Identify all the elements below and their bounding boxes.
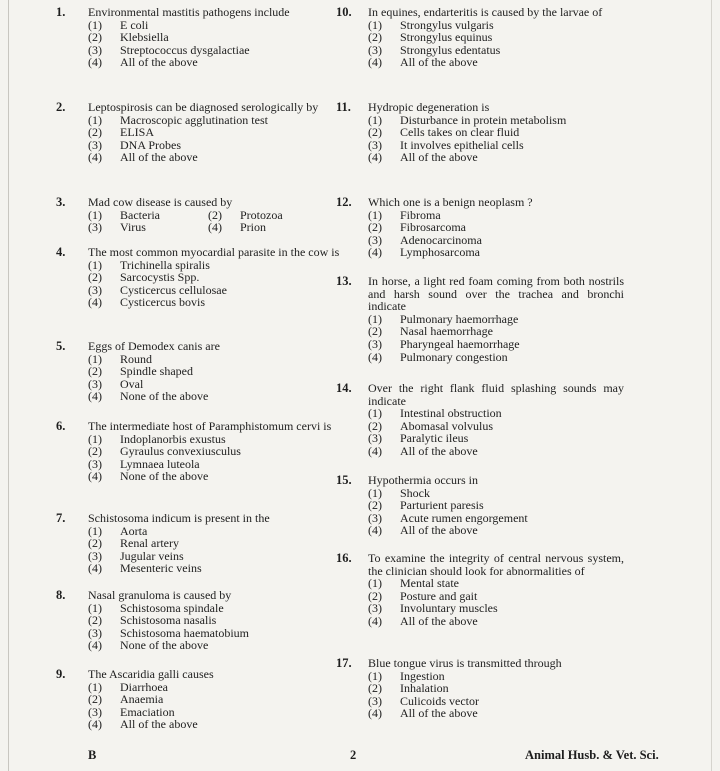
question-11 xyxy=(336,100,624,165)
option-text: Klebsiella xyxy=(120,30,169,45)
option-number: (4) xyxy=(368,523,382,538)
option-text: All of the above xyxy=(120,150,198,165)
question-16 xyxy=(336,551,624,628)
option-text: Pulmonary haemorrhage xyxy=(400,311,519,326)
option-4 xyxy=(368,151,624,164)
option-text: Indoplanorbis exustus xyxy=(120,431,226,446)
option-number: (2) xyxy=(368,324,382,339)
option-text: All of the above xyxy=(400,523,478,538)
question-number: 3. xyxy=(56,195,66,209)
option-number: (4) xyxy=(368,443,382,458)
option-number: (1) xyxy=(368,485,382,500)
option-number: (3) xyxy=(368,601,382,616)
option-number: (1) xyxy=(368,207,382,222)
question-14 xyxy=(336,381,624,458)
option-1 xyxy=(88,209,208,222)
question-text: In equines, endarteritis is caused by the larvae of xyxy=(368,5,603,19)
option-number: (1) xyxy=(88,257,102,272)
option-number: (1) xyxy=(88,351,102,366)
option-text: Strongylus edentatus xyxy=(400,42,501,57)
option-2 xyxy=(88,31,346,44)
option-4 xyxy=(368,351,624,364)
options-list xyxy=(368,209,624,259)
option-text: All of the above xyxy=(400,613,478,628)
option-number: (3) xyxy=(368,137,382,152)
question-text: Leptospirosis can be diagnosed serologically by xyxy=(88,100,319,114)
right-margin-line xyxy=(711,0,712,771)
question-number: 9. xyxy=(56,667,66,681)
option-1 xyxy=(368,577,624,590)
question-1 xyxy=(56,5,346,70)
option-4 xyxy=(88,296,346,309)
option-text: Protozoa xyxy=(240,207,283,222)
option-text: All of the above xyxy=(120,55,198,70)
question-number: 14. xyxy=(336,381,352,395)
option-4 xyxy=(368,246,624,259)
option-2 xyxy=(208,209,346,222)
option-number: (2) xyxy=(88,692,102,707)
option-number: (2) xyxy=(368,220,382,235)
option-number: (3) xyxy=(88,220,102,235)
option-number: (4) xyxy=(368,706,382,721)
option-number: (4) xyxy=(88,469,102,484)
option-text: Oval xyxy=(120,376,144,391)
option-text: Mental state xyxy=(400,576,459,591)
option-number: (3) xyxy=(368,693,382,708)
option-number: (3) xyxy=(88,42,102,57)
option-number: (2) xyxy=(368,498,382,513)
question-number: 4. xyxy=(56,245,66,259)
option-number: (3) xyxy=(88,625,102,640)
option-text: Paralytic ileus xyxy=(400,431,469,446)
option-number: (2) xyxy=(88,364,102,379)
question-text: Eggs of Demodex canis are xyxy=(88,339,220,353)
question-text: Hypothermia occurs in xyxy=(368,473,478,487)
options-list xyxy=(88,681,346,731)
question-4 xyxy=(56,245,346,310)
option-text: Fibroma xyxy=(400,207,441,222)
question-5 xyxy=(56,339,346,404)
option-number: (4) xyxy=(208,220,222,235)
option-4 xyxy=(368,445,624,458)
option-text: Strongylus equinus xyxy=(400,30,493,45)
option-2 xyxy=(88,365,346,378)
options-list xyxy=(88,114,346,164)
option-text: Mesenteric veins xyxy=(120,561,202,576)
option-number: (2) xyxy=(88,270,102,285)
question-3 xyxy=(56,195,346,235)
option-number: (1) xyxy=(368,576,382,591)
option-number: (4) xyxy=(88,717,102,732)
option-number: (2) xyxy=(208,207,222,222)
options-list xyxy=(88,433,346,483)
options-list xyxy=(368,407,624,457)
option-text: Abomasal volvulus xyxy=(400,418,493,433)
option-text: Virus xyxy=(120,220,146,235)
question-number: 16. xyxy=(336,551,352,565)
option-number: (1) xyxy=(368,17,382,32)
option-number: (1) xyxy=(368,112,382,127)
option-number: (2) xyxy=(368,588,382,603)
options-list xyxy=(88,602,346,652)
option-text: Prion xyxy=(240,220,267,235)
question-text: The most common myocardial parasite in the cow is xyxy=(88,245,340,259)
options-list xyxy=(88,209,346,234)
option-text: Streptococcus dysgalactiae xyxy=(120,42,250,57)
option-text: Cells takes on clear fluid xyxy=(400,125,520,140)
question-number: 7. xyxy=(56,511,66,525)
option-number: (4) xyxy=(88,295,102,310)
option-number: (4) xyxy=(368,613,382,628)
option-text: Anaemia xyxy=(120,692,164,707)
options-list xyxy=(88,353,346,403)
options-list xyxy=(88,19,346,69)
option-number: (4) xyxy=(88,561,102,576)
question-9 xyxy=(56,667,346,732)
question-15 xyxy=(336,473,624,538)
option-number: (4) xyxy=(88,638,102,653)
option-number: (1) xyxy=(88,679,102,694)
option-text: Adenocarcinoma xyxy=(400,232,482,247)
question-2 xyxy=(56,100,346,165)
question-text: The intermediate host of Paramphistomum cervi is xyxy=(88,419,332,433)
option-number: (3) xyxy=(368,42,382,57)
question-text: Nasal granuloma is caused by xyxy=(88,588,232,602)
option-number: (4) xyxy=(368,55,382,70)
question-text: Over the right flank fluid splashing sounds may indicate xyxy=(368,381,624,408)
left-margin-line xyxy=(8,0,9,771)
option-text: All of the above xyxy=(400,55,478,70)
option-4 xyxy=(88,390,346,403)
option-number: (3) xyxy=(88,282,102,297)
option-text: All of the above xyxy=(400,706,478,721)
option-number: (2) xyxy=(368,125,382,140)
option-text: Sarcocystis Spp. xyxy=(120,270,200,285)
question-number: 2. xyxy=(56,100,66,114)
option-text: All of the above xyxy=(400,443,478,458)
option-number: (4) xyxy=(88,55,102,70)
option-number: (4) xyxy=(368,245,382,260)
question-text: Mad cow disease is caused by xyxy=(88,195,233,209)
option-text: Gyraulus convexiusculus xyxy=(120,444,241,459)
option-number: (3) xyxy=(88,704,102,719)
options-list xyxy=(368,577,624,627)
option-text: None of the above xyxy=(120,638,209,653)
question-number: 15. xyxy=(336,473,352,487)
option-text: It involves epithelial cells xyxy=(400,137,524,152)
option-number: (1) xyxy=(88,523,102,538)
option-number: (1) xyxy=(368,668,382,683)
option-number: (3) xyxy=(368,431,382,446)
option-number: (2) xyxy=(88,444,102,459)
option-number: (3) xyxy=(88,376,102,391)
option-number: (1) xyxy=(88,431,102,446)
question-number: 1. xyxy=(56,5,66,19)
question-text: Environmental mastitis pathogens include xyxy=(88,5,290,19)
option-text: Cysticercus bovis xyxy=(120,295,205,310)
option-number: (4) xyxy=(368,150,382,165)
option-text: None of the above xyxy=(120,389,209,404)
option-3 xyxy=(88,221,208,234)
option-2 xyxy=(368,126,624,139)
option-4 xyxy=(88,639,346,652)
question-number: 6. xyxy=(56,419,66,433)
option-text: Renal artery xyxy=(120,536,179,551)
option-4 xyxy=(368,707,624,720)
option-text: Involuntary muscles xyxy=(400,601,498,616)
option-number: (1) xyxy=(88,207,102,222)
option-text: Intestinal obstruction xyxy=(400,406,502,421)
option-4 xyxy=(368,56,624,69)
option-text: Jugular veins xyxy=(120,548,184,563)
option-number: (2) xyxy=(88,536,102,551)
option-text: Diarrhoea xyxy=(120,679,168,694)
question-8 xyxy=(56,588,346,653)
option-text: All of the above xyxy=(120,717,198,732)
question-text: Hydropic degeneration is xyxy=(368,100,490,114)
option-4 xyxy=(368,615,624,628)
option-4 xyxy=(88,151,346,164)
option-number: (3) xyxy=(88,456,102,471)
option-text: Round xyxy=(120,351,153,366)
option-4 xyxy=(368,524,624,537)
question-6 xyxy=(56,419,346,484)
option-number: (3) xyxy=(368,336,382,351)
option-1 xyxy=(368,407,624,420)
option-2 xyxy=(88,445,346,458)
option-2 xyxy=(88,537,346,550)
option-4 xyxy=(208,221,346,234)
question-text: In horse, a light red foam coming from both nostrils and harsh sound over the trachea and bronchi indicate xyxy=(368,274,624,314)
question-number: 17. xyxy=(336,656,352,670)
option-number: (4) xyxy=(88,150,102,165)
option-text: Strongylus vulgaris xyxy=(400,17,494,32)
option-number: (3) xyxy=(88,137,102,152)
option-text: E coli xyxy=(120,17,149,32)
option-3 xyxy=(368,338,624,351)
option-number: (2) xyxy=(368,418,382,433)
option-number: (4) xyxy=(368,349,382,364)
option-number: (3) xyxy=(368,510,382,525)
option-2 xyxy=(88,693,346,706)
option-text: Aorta xyxy=(120,523,148,538)
option-number: (2) xyxy=(368,30,382,45)
question-number: 5. xyxy=(56,339,66,353)
option-2 xyxy=(368,682,624,695)
option-2 xyxy=(88,271,346,284)
question-number: 10. xyxy=(336,5,352,19)
options-list xyxy=(368,114,624,164)
option-text: Acute rumen engorgement xyxy=(400,510,528,525)
question-10 xyxy=(336,5,624,70)
option-text: Pulmonary congestion xyxy=(400,349,508,364)
options-list xyxy=(368,670,624,720)
option-2 xyxy=(368,31,624,44)
option-text: All of the above xyxy=(400,150,478,165)
option-text: Pharyngeal haemorrhage xyxy=(400,336,520,351)
option-number: (1) xyxy=(368,311,382,326)
option-text: Cysticercus cellulosae xyxy=(120,282,227,297)
option-number: (2) xyxy=(88,613,102,628)
option-text: Inhalation xyxy=(400,681,449,696)
option-text: Culicoids vector xyxy=(400,693,479,708)
booklet-code: B xyxy=(88,748,97,762)
option-number: (1) xyxy=(88,112,102,127)
option-text: Lymphosarcoma xyxy=(400,245,480,260)
option-text: ELISA xyxy=(120,125,154,140)
option-2 xyxy=(368,499,624,512)
option-number: (2) xyxy=(88,30,102,45)
option-number: (1) xyxy=(368,406,382,421)
option-text: Shock xyxy=(400,485,430,500)
question-17 xyxy=(336,656,624,721)
option-text: DNA Probes xyxy=(120,137,182,152)
options-list xyxy=(88,525,346,575)
option-text: Parturient paresis xyxy=(400,498,484,513)
option-text: Trichinella spiralis xyxy=(120,257,210,272)
option-number: (4) xyxy=(88,389,102,404)
option-number: (3) xyxy=(88,548,102,563)
option-text: Ingestion xyxy=(400,668,445,683)
option-number: (2) xyxy=(368,681,382,696)
question-number: 13. xyxy=(336,274,352,288)
question-text: To examine the integrity of central nervous system, the clinician should look for abnormalities of xyxy=(368,551,624,578)
option-4 xyxy=(88,562,346,575)
options-list xyxy=(368,19,624,69)
option-text: Spindle shaped xyxy=(120,364,193,379)
option-text: Schistosoma nasalis xyxy=(120,613,217,628)
option-4 xyxy=(88,470,346,483)
option-text: Posture and gait xyxy=(400,588,478,603)
option-4 xyxy=(88,718,346,731)
option-text: Bacteria xyxy=(120,207,160,222)
option-text: None of the above xyxy=(120,469,209,484)
option-4 xyxy=(88,56,346,69)
options-list xyxy=(368,487,624,537)
option-text: Schistosoma haematobium xyxy=(120,625,249,640)
options-list xyxy=(368,313,624,363)
question-number: 12. xyxy=(336,195,352,209)
question-7 xyxy=(56,511,346,576)
question-number: 11. xyxy=(336,100,351,114)
question-12 xyxy=(336,195,624,260)
option-number: (1) xyxy=(88,600,102,615)
page-number: 2 xyxy=(350,748,357,762)
question-text: Blue tongue virus is transmitted through xyxy=(368,656,562,670)
option-text: Schistosoma spindale xyxy=(120,600,224,615)
option-text: Disturbance in protein metabolism xyxy=(400,112,567,127)
option-2 xyxy=(368,221,624,234)
option-number: (2) xyxy=(88,125,102,140)
option-text: Nasal haemorrhage xyxy=(400,324,493,339)
question-13 xyxy=(336,274,624,364)
option-text: Macroscopic agglutination test xyxy=(120,112,268,127)
option-text: Lymnaea luteola xyxy=(120,456,200,471)
option-text: Emaciation xyxy=(120,704,175,719)
option-2 xyxy=(88,614,346,627)
question-text: Schistosoma indicum is present in the xyxy=(88,511,270,525)
option-number: (1) xyxy=(88,17,102,32)
options-list xyxy=(88,259,346,309)
question-number: 8. xyxy=(56,588,66,602)
subject-title: Animal Husb. & Vet. Sci. xyxy=(525,748,659,762)
question-text: Which one is a benign neoplasm ? xyxy=(368,195,533,209)
option-2 xyxy=(88,126,346,139)
option-number: (3) xyxy=(368,232,382,247)
option-text: Fibrosarcoma xyxy=(400,220,466,235)
question-text: The Ascaridia galli causes xyxy=(88,667,214,681)
